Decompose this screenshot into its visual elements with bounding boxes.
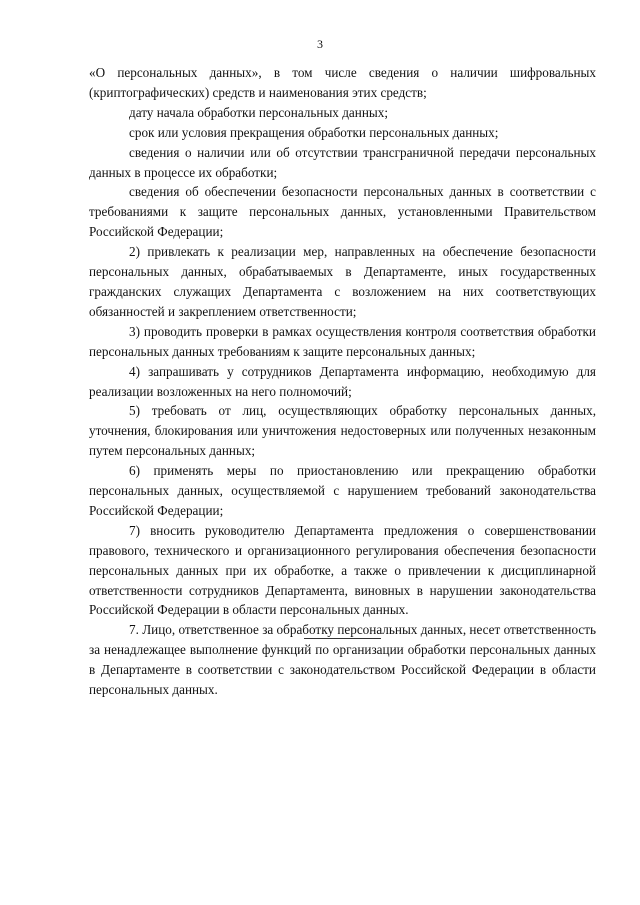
list-item-7: 7) вносить руководителю Департамента предложения о совершенствовании правового, технического и организационного регулирования обеспечения безопасности персональных данных при их обработке, а также о привлечении к дисциплинарной ответственности сотрудников Департамента, виновных в нарушении законодательства Российской Федерации в области персональных данных.	[89, 522, 596, 618]
list-item-2: 2) привлекать к реализации мер, направленных на обеспечение безопасности персональных данных, обрабатываемых в Департаменте, иных государственных гражданских служащих Департамента с возложением на них соответствующих обязанностей и закреплением ответственности;	[89, 244, 596, 319]
paragraph-security-measures: сведения об обеспечении безопасности персональных данных в соответствии с требованиями к защите персональных данных, установленными Правительством Российской Федерации;	[89, 184, 596, 240]
end-of-document-line	[304, 638, 381, 639]
document-body	[89, 63, 596, 700]
page-number: 3	[317, 37, 323, 51]
list-item-5: 5) требовать от лиц, осуществляющих обработку персональных данных, уточнения, блокирования или уничтожения недостоверных или полученных незаконным путем персональных данных;	[89, 403, 596, 459]
list-item-6: 6) применять меры по приостановлению или прекращению обработки персональных данных, осуществляемой с нарушением требований законодательства Российской Федерации;	[89, 463, 596, 518]
paragraph-start-date: дату начала обработки персональных данных;	[129, 104, 388, 120]
section-7-responsibility: 7. Лицо, ответственное за обработку персональных данных, несет ответственность за ненадлежащее выполнение функций по организации обработки персональных данных в Департаменте в соответствии с законодательством Российской Федерации в области персональных данных.	[89, 622, 596, 698]
paragraph-cross-border-transfer: сведения о наличии или об отсутствии трансграничной передачи персональных данных в процессе их обработки;	[89, 144, 596, 180]
list-item-3: 3) проводить проверки в рамках осуществления контроля соответствия обработки персональных данных требованиям к защите персональных данных;	[89, 323, 596, 359]
list-item-4: 4) запрашивать у сотрудников Департамента информацию, необходимую для реализации возложенных на него полномочий;	[89, 363, 596, 399]
paragraph-termination-terms: срок или условия прекращения обработки персональных данных;	[129, 124, 499, 140]
paragraph-continuation: «О персональных данных», в том числе сведения о наличии шифровальных (криптографических) средств и наименования этих средств;	[89, 65, 596, 100]
